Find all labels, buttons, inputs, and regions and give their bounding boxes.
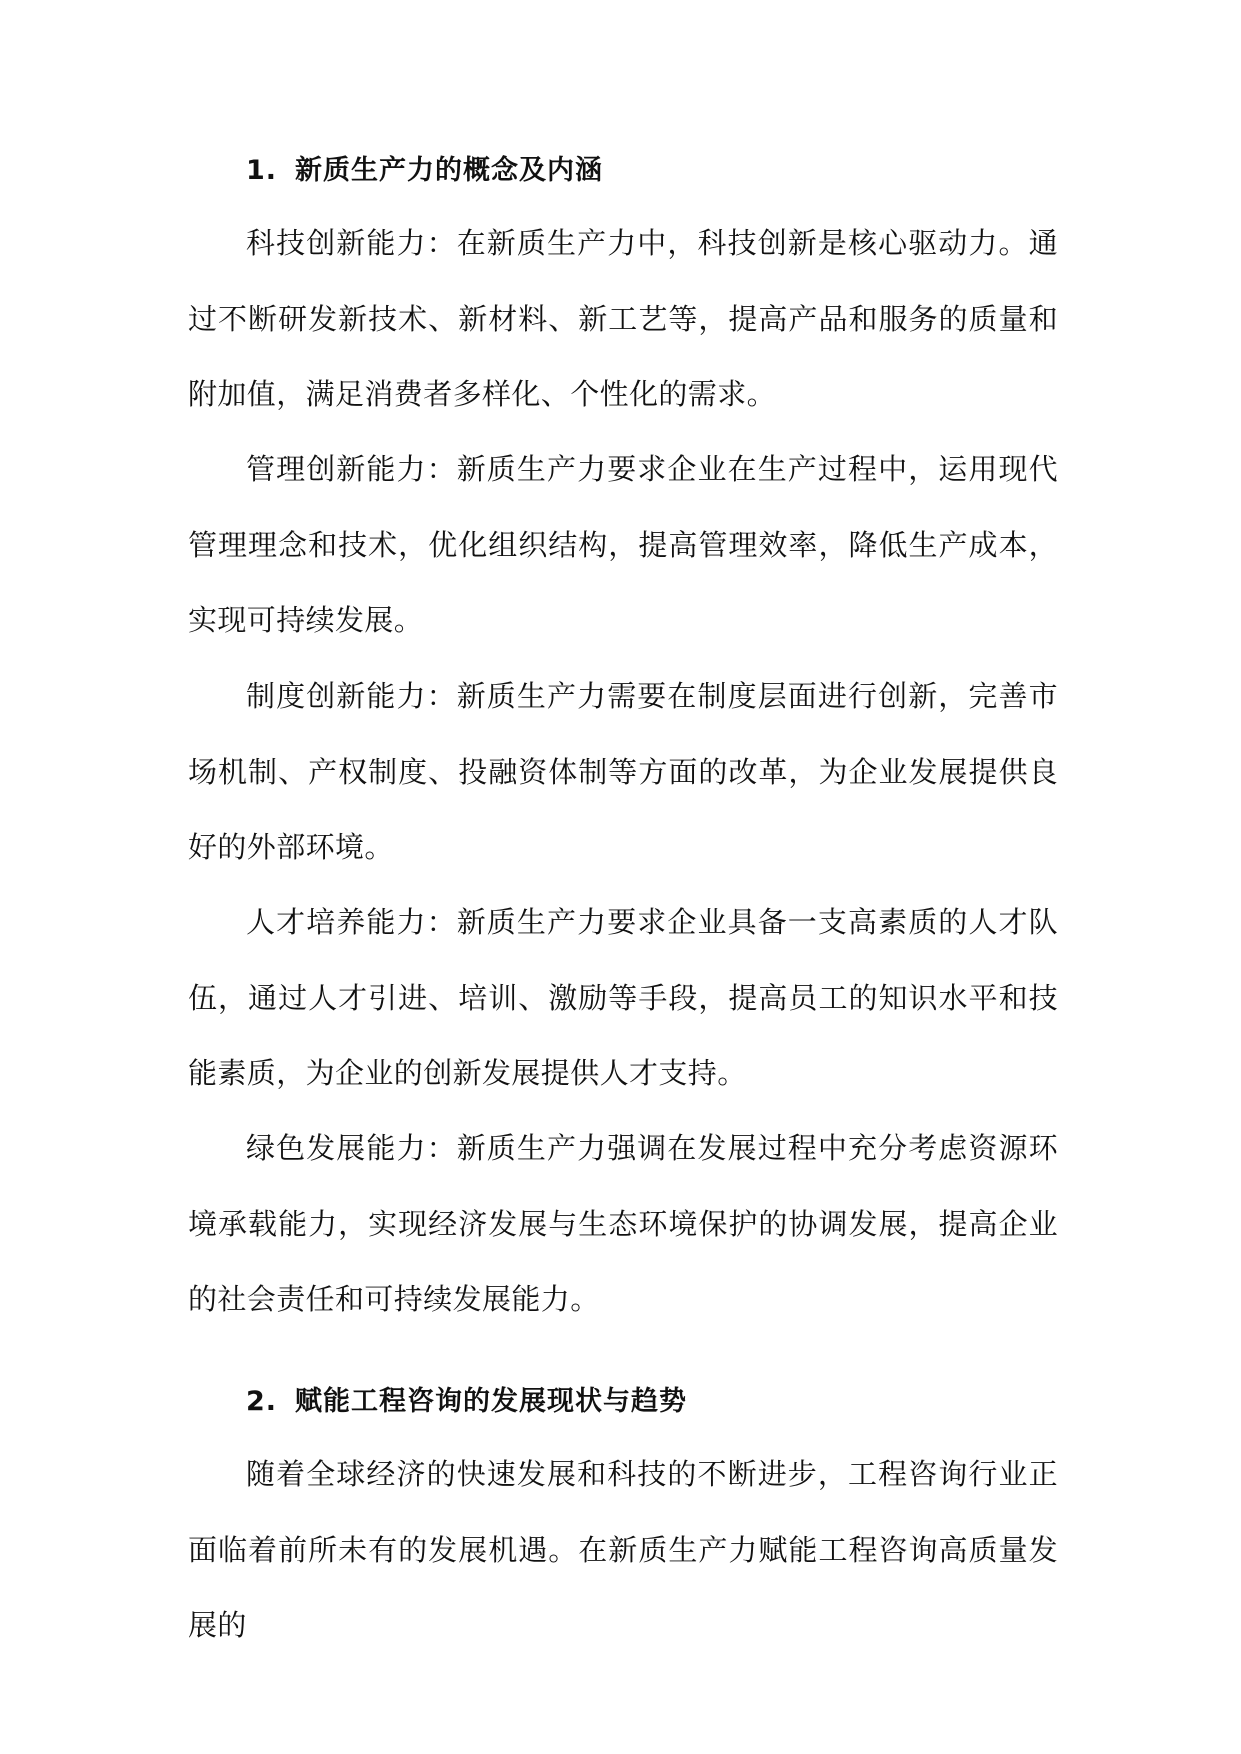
section-title: 新质生产力的概念及内涵 [295, 155, 604, 186]
paragraph-consulting-status: 随着全球经济的快速发展和科技的不断进步，工程咨询行业正面临着前所未有的发展机遇。在新质生产力赋能工程咨询高质量发展的 [188, 1457, 1058, 1642]
paragraph-management-innovation: 管理创新能力：新质生产力要求企业在生产过程中，运用现代管理理念和技术，优化组织结构，提高管理效率，降低生产成本，实现可持续发展。 [188, 452, 1058, 637]
paragraph-green-development: 绿色发展能力：新质生产力强调在发展过程中充分考虑资源环境承载能力，实现经济发展与生态环境保护的协调发展，提高企业的社会责任和可持续发展能力。 [188, 1131, 1058, 1316]
paragraph-tech-innovation: 科技创新能力：在新质生产力中，科技创新是核心驱动力。通过不断研发新技术、新材料、新工艺等，提高产品和服务的质量和附加值，满足消费者多样化、个性化的需求。 [188, 226, 1058, 411]
paragraph-institutional-innovation: 制度创新能力：新质生产力需要在制度层面进行创新，完善市场机制、产权制度、投融资体制等方面的改革，为企业发展提供良好的外部环境。 [188, 679, 1058, 864]
section-heading-1 [246, 151, 603, 191]
section-title: 赋能工程咨询的发展现状与趋势 [295, 1386, 688, 1417]
section-heading-2 [246, 1382, 687, 1422]
section-number: 1. [246, 155, 278, 186]
section-number: 2. [246, 1386, 278, 1417]
paragraph-talent-cultivation: 人才培养能力：新质生产力要求企业具备一支高素质的人才队伍，通过人才引进、培训、激励等手段，提高员工的知识水平和技能素质，为企业的创新发展提供人才支持。 [188, 905, 1058, 1090]
